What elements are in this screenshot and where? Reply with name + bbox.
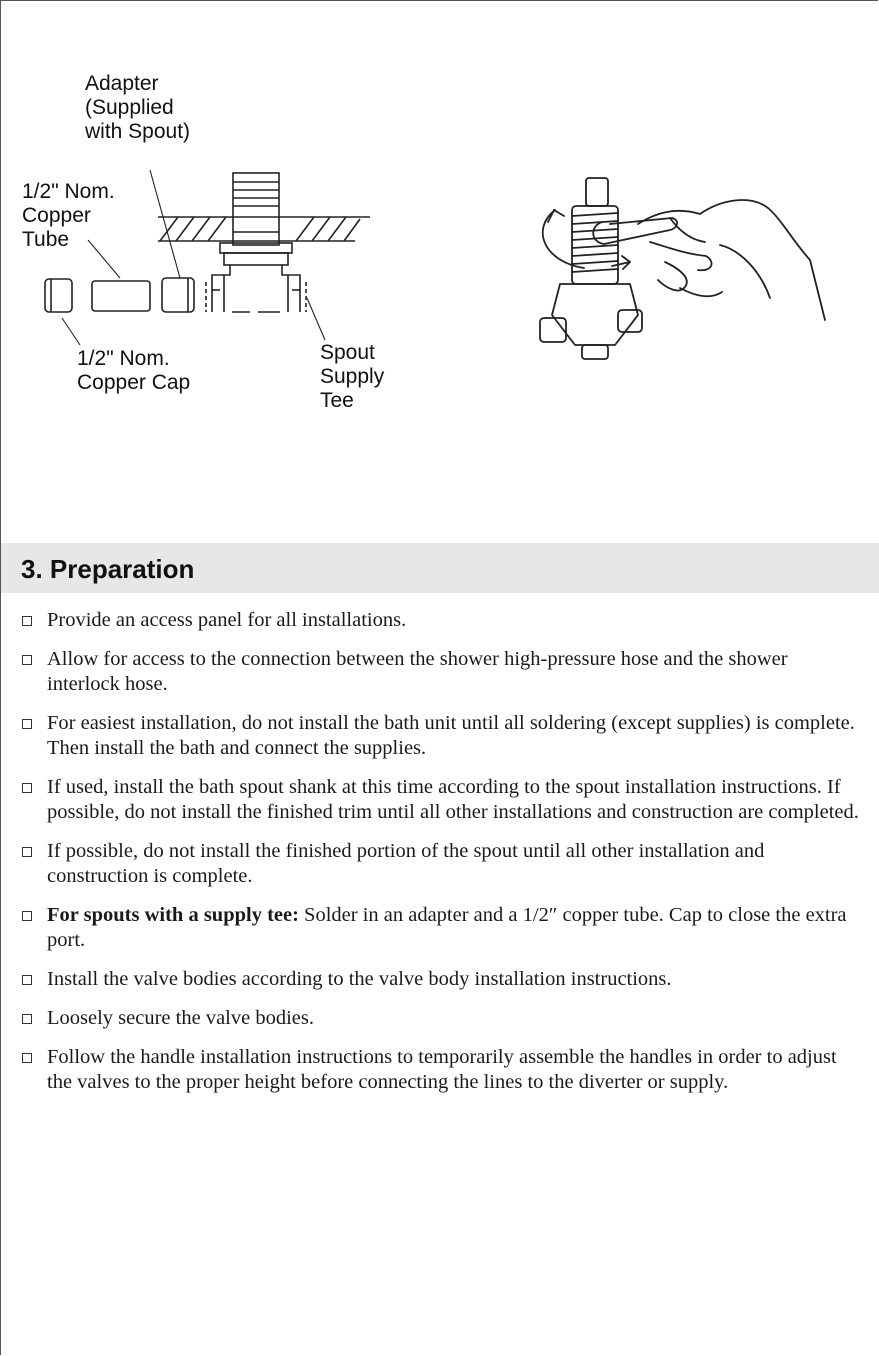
item-text: Install the valve bodies according to the valve body installation instructions. <box>47 968 672 990</box>
item-text: If possible, do not install the finished portion of the spout until all other installation and construction is complete. <box>47 840 765 887</box>
checkbox-icon <box>22 655 32 665</box>
item-text: For easiest installation, do not install the bath unit until all soldering (except supplies) is complete. Then install the bath and connect the supplies. <box>47 712 855 759</box>
wrench-valve-illustration <box>520 170 840 370</box>
copper-cap <box>45 279 72 312</box>
preparation-checklist <box>22 608 862 1109</box>
label-spout-supply-tee: Spout Supply Tee <box>320 341 385 412</box>
item-text: Solder in an adapter and a 1/2″ copper tube. Cap to close the extra port. <box>47 904 847 951</box>
checkbox-icon <box>22 719 32 729</box>
supply-tee <box>212 265 300 312</box>
leader-adapter <box>150 170 180 278</box>
list-item <box>22 775 862 825</box>
list-item <box>22 967 862 992</box>
wall-hatch <box>160 217 360 241</box>
list-item <box>22 711 862 761</box>
item-text: Follow the handle installation instructions to temporarily assemble the handles in order to adjust the valves to the proper height before connecting the lines to the diverter or supply. <box>47 1046 837 1093</box>
leader-tee <box>307 298 325 340</box>
item-text: If used, install the bath spout shank at this time according to the spout installation instructions. If possible, do not install the finished trim until all other installations and construction are completed. <box>47 776 859 823</box>
list-item <box>22 608 862 633</box>
label-copper-tube: 1/2" Nom. Copper Tube <box>22 180 115 251</box>
section-header-bar <box>1 543 879 593</box>
checkbox-icon <box>22 975 32 985</box>
adapter <box>162 278 194 312</box>
checkbox-icon <box>22 911 32 921</box>
label-copper-cap: 1/2" Nom. Copper Cap <box>77 347 191 394</box>
checkbox-icon <box>22 616 32 626</box>
valve-body <box>552 284 638 345</box>
checkbox-icon <box>22 783 32 793</box>
leader-cap <box>62 318 80 345</box>
label-adapter: Adapter (Supplied with Spout) <box>85 72 191 143</box>
spout-shank <box>233 173 279 245</box>
valve-stem-top <box>586 178 608 206</box>
list-item <box>22 1006 862 1031</box>
item-text: Allow for access to the connection between the shower high-pressure hose and the shower interlock hose. <box>47 648 788 695</box>
list-item <box>22 839 862 889</box>
item-text: Provide an access panel for all installations. <box>47 609 407 631</box>
checkbox-icon <box>22 1053 32 1063</box>
checkbox-icon <box>22 847 32 857</box>
list-item <box>22 903 862 953</box>
valve-port-left <box>540 318 566 342</box>
list-item <box>22 1045 862 1095</box>
section-title: 3. Preparation <box>21 554 195 584</box>
copper-tube <box>92 281 150 311</box>
item-bold-text: For spouts with a supply tee: <box>47 904 299 926</box>
item-text: Loosely secure the valve bodies. <box>47 1007 314 1029</box>
list-item <box>22 647 862 697</box>
checkbox-icon <box>22 1014 32 1024</box>
